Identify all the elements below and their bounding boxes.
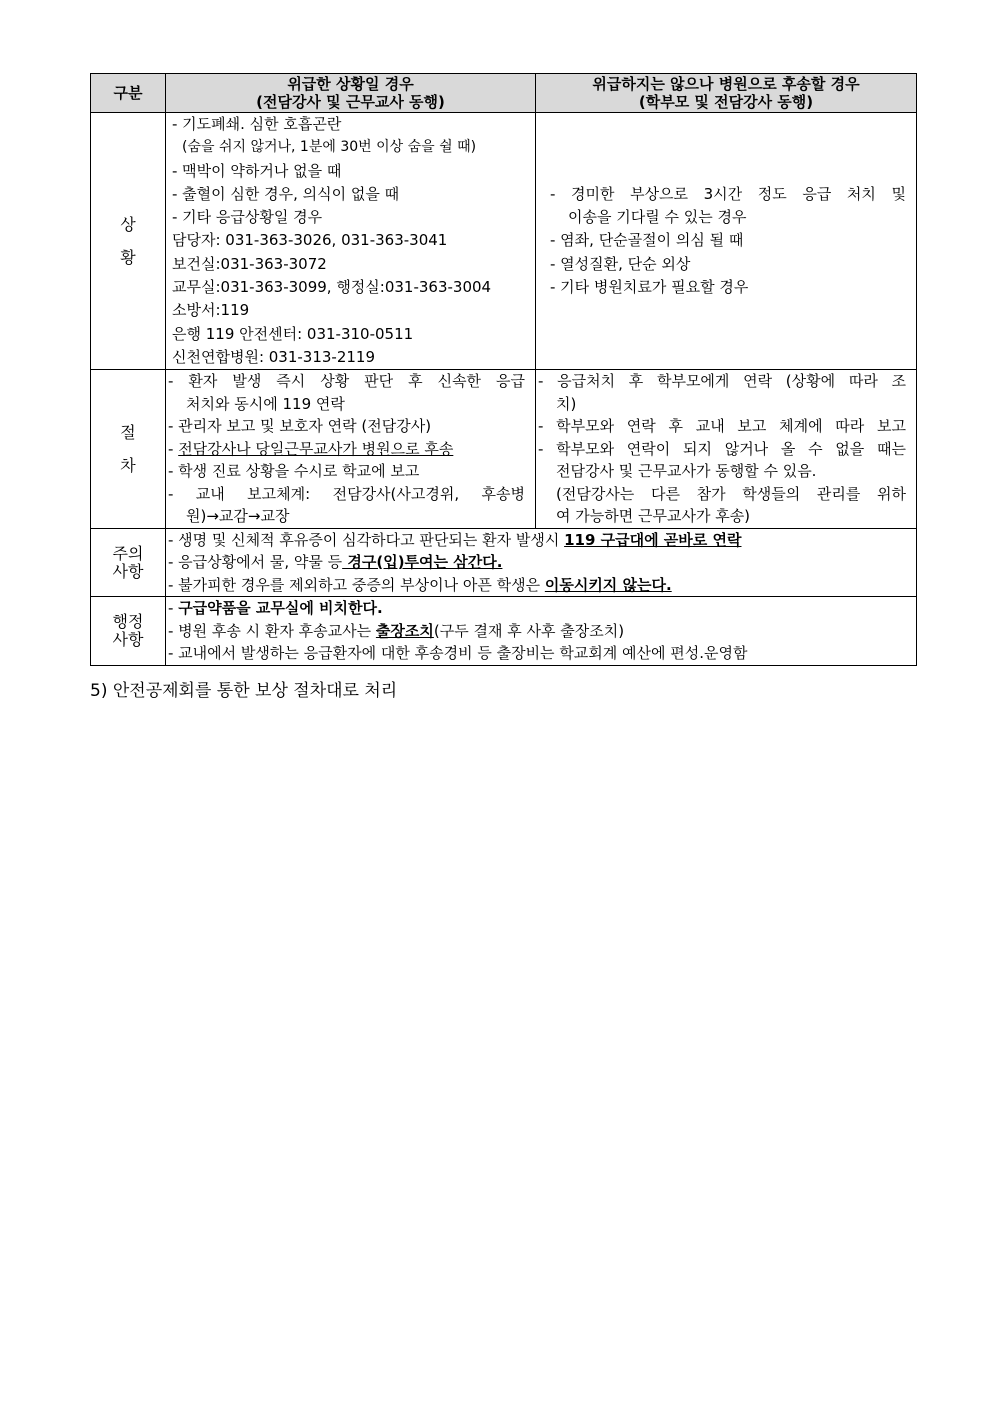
list-item: - 염좌, 단순골절이 의심 될 때 [550,231,744,250]
emergency-procedure-table [90,73,917,666]
contact-manager: 담당자: 031-363-3026, 031-363-3041 [172,231,448,250]
admin-label-2: 사항 [112,630,144,650]
list-item: 치) [556,394,577,413]
contact-hospital: 신천연합병원: 031-313-2119 [172,347,376,366]
admin-line-2-emphasis: 출장조치 [375,621,434,640]
admin-label-1: 행정 [112,612,144,632]
caution-cell [166,528,917,597]
admin-line-3: - 교내에서 발생하는 응급환자에 대한 후송경비 등 출장비는 학교회계 예산에 편성.운영함 [168,644,748,663]
header-nonurgent-sub: (학부모 및 전담강사 동행) [638,93,814,111]
caution-line-2-text: - 응급상황에서 물, 약물 등 [168,553,343,572]
header-urgent [166,74,536,113]
list-item: - 열성질환, 단순 외상 [550,254,691,273]
list-item: 전담강사 및 근무교사가 동행할 수 있음. [556,462,817,481]
footer-note: 5) 안전공제회를 통한 보상 절차대로 처리 [90,681,398,701]
procedure-row [91,370,917,529]
caution-line-2-emphasis: 경구(입)투여는 삼간다. [342,553,503,572]
caution-line-3 [168,574,910,597]
situation-row [91,113,917,370]
procedure-urgent-cell [166,370,536,529]
list-item: 원)→교감→교장 [186,507,290,526]
admin-line-1 [168,597,910,620]
header-nonurgent [536,74,917,113]
list-item: (전담강사는 다른 참가 학생들의 관리를 위하 [556,484,906,503]
list-item: - 맥박이 약하거나 없을 때 [172,161,342,180]
list-item: - 학부모와 연락이 되지 않거나 올 수 없을 때는 [538,439,906,458]
admin-line-2-suffix: (구두 결재 후 사후 출장조치) [433,621,625,640]
admin-line-2 [168,620,910,643]
situation-label [91,113,166,370]
list-item: 여 가능하면 근무교사가 후송) [556,507,751,526]
header-urgent-sub: (전담강사 및 근무교사 동행) [256,93,445,111]
caution-line-3-text: - 불가피한 경우를 제외하고 중증의 부상이나 아픈 학생은 [168,575,545,594]
list-item: - 학부모와 연락 후 교내 보고 체계에 따라 보고 [538,417,906,436]
list-item: - 기타 병원치료가 필요할 경우 [550,278,749,297]
list-item: (숨을 쉬지 않거나, 1분에 30번 이상 숨을 쉴 때) [182,139,477,156]
caution-label-1: 주의 [112,543,144,563]
list-item: - 관리자 보고 및 보호자 연락 (전담강사) [168,417,432,436]
header-urgent-title: 위급한 상황일 경우 [287,75,414,93]
procedure-label [91,370,166,529]
admin-line-1-dash: - [168,599,179,618]
caution-line-3-emphasis: 이동시키지 않는다. [544,575,672,594]
contact-office: 교무실:031-363-3099, 행정실:031-363-3004 [172,278,492,297]
admin-cell [166,597,917,666]
caution-line-1 [168,529,910,552]
situation-label-1: 상 [120,215,136,235]
header-row [91,74,917,113]
list-item: - 응급처치 후 학부모에게 연락 (상황에 따라 조 [538,372,906,391]
list-dash: - [168,439,179,458]
situation-label-2: 황 [120,248,136,268]
list-item: - 교내 보고체계: 전담강사(사고경위, 후송병 [168,484,525,503]
admin-row [91,597,917,666]
list-item: 이송을 기다릴 수 있는 경우 [568,208,747,227]
contact-health-room: 보건실:031-363-3072 [172,254,327,273]
situation-nonurgent-cell [536,113,917,370]
procedure-label-1: 절 [120,423,136,443]
procedure-label-2: 차 [120,456,136,476]
caution-row [91,528,917,597]
caution-label-2: 사항 [112,561,144,581]
header-nonurgent-title: 위급하지는 않으나 병원으로 후송할 경우 [592,75,860,93]
list-item: - 기타 응급상황일 경우 [172,208,323,227]
caution-label [91,528,166,597]
caution-line-1-text: - 생명 및 신체적 후유증이 심각하다고 판단되는 환자 발생시 [168,530,565,549]
list-item [168,438,525,461]
list-item: - 학생 진료 상황을 수시로 학교에 보고 [168,462,420,481]
caution-line-1-emphasis: 119 구급대에 곧바로 연락 [564,530,742,549]
list-item: - 경미한 부상으로 3시간 정도 응급 처치 및 [550,184,906,203]
contact-safety-center: 은행 119 안전센터: 031-310-0511 [172,324,414,343]
header-category: 구분 [91,74,166,113]
admin-label [91,597,166,666]
admin-line-1-emphasis: 구급약품을 교무실에 비치한다. [178,599,383,618]
list-item: - 출혈이 심한 경우, 의식이 없을 때 [172,184,400,203]
procedure-nonurgent-cell [536,370,917,529]
admin-line-2-text: - 병원 후송 시 환자 후송교사는 [168,621,376,640]
list-item: 처치와 동시에 119 연락 [186,394,345,413]
contact-fire-station: 소방서:119 [172,301,250,320]
situation-urgent-cell [166,113,536,370]
list-item: - 기도폐쇄. 심한 호흡곤란 [172,115,342,133]
list-item: - 환자 발생 즉시 상황 판단 후 신속한 응급 [168,372,525,391]
underlined-transport-note: 전담강사나 당일근무교사가 병원으로 후송 [178,439,454,458]
caution-line-2 [168,551,910,574]
